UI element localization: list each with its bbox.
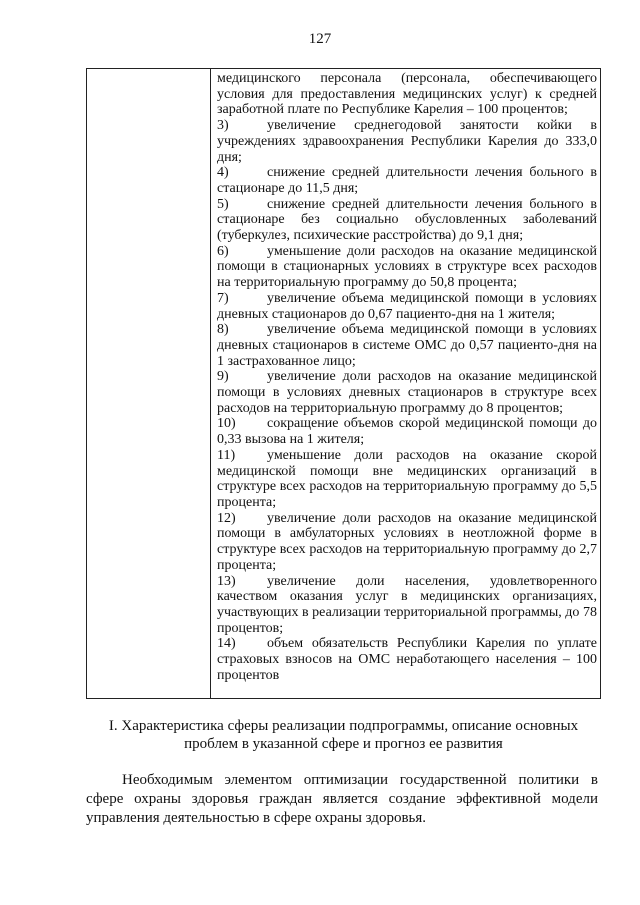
list-item-text: уменьшение доли расходов на оказание скорой медицинской помощи вне медицинских организаций в структуре всех расходов на территориальную программу до 5,5 процента; <box>217 447 597 510</box>
list-item <box>217 636 597 683</box>
list-item-text: снижение средней длительности лечения больного в стационаре без социально обусловленных заболеваний (туберкулез, психические расстройства) до 9,1 дня; <box>217 196 597 244</box>
list-item-text: увеличение доли населения, удовлетворенного качеством оказания услуг в медицинских организациях, участвующих в реализации территориальной программы, до 78 процентов; <box>217 573 597 636</box>
list-item-text: увеличение среднегодовой занятости койки в учреждениях здравоохранения Республики Карелия до 333,0 дня; <box>217 118 597 165</box>
list-item <box>217 511 597 574</box>
list-item-number: 9) <box>217 369 229 385</box>
list-item <box>217 448 597 511</box>
list-item-text: увеличение доли расходов на оказание медицинской помощи в условиях дневных стационаров в структуре всех расходов на территориальную программу до 8 процентов; <box>217 369 597 416</box>
list-item <box>217 165 597 196</box>
list-item-text: уменьшение доли расходов на оказание медицинской помощи в стационарных условиях в структуре всех расходов на территориальную программу до 50,8 процента; <box>217 243 597 291</box>
list-item-text: объем обязательств Республики Карелия по уплате страховых взносов на ОМС неработающего населения – 100 процентов <box>217 636 597 683</box>
list-item-number: 8) <box>217 322 229 338</box>
list-item <box>217 118 597 165</box>
section-heading-line: I. Характеристика сферы реализации подпрограммы, описание основных <box>108 718 579 734</box>
list-item-text: увеличение доли расходов на оказание медицинской помощи в амбулаторных условиях в неотложной форме в структуре всех расходов на территориальную программу до 2,7 процента; <box>217 510 597 573</box>
list-item <box>217 291 597 322</box>
list-item-number: 11) <box>217 447 236 463</box>
table-left-column <box>87 69 211 698</box>
page-number: 127 <box>308 31 332 47</box>
list-item-text: снижение средней длительности лечения больного в стационаре до 11,5 дня; <box>217 165 597 196</box>
list-item <box>217 416 597 447</box>
list-item-number: 7) <box>217 290 229 306</box>
table-right-column <box>217 71 597 683</box>
table-intro-text: медицинского персонала (персонала, обеспечивающего условия для предоставления медицинских услуг) к средней заработной плате по Республике Карелия – 100 процентов; <box>217 71 597 118</box>
list-item-text: увеличение объема медицинской помощи в условиях дневных стационаров в системе ОМС до 0,57 пациенто-дня на 1 застрахованное лицо; <box>217 322 597 369</box>
document-table <box>86 68 601 699</box>
section-heading <box>86 717 601 753</box>
list-item-number: 12) <box>217 510 236 526</box>
list-item-text: сокращение объемов скорой медицинской помощи до 0,33 вызова на 1 жителя; <box>217 416 597 448</box>
list-item-number: 5) <box>217 196 229 212</box>
list-item <box>217 322 597 369</box>
list-item <box>217 244 597 291</box>
section-heading-line: проблем в указанной сфере и прогноз ее развития <box>184 736 503 752</box>
list-item <box>217 574 597 637</box>
list-item-number: 4) <box>217 165 229 181</box>
body-paragraph: Необходимым элементом оптимизации государственной политики в сфере охраны здоровья граждан является создание эффективной модели управления деятельностью в сфере охраны здоровья. <box>86 772 598 826</box>
list-item <box>217 369 597 416</box>
list-item <box>217 197 597 244</box>
list-item-number: 13) <box>217 573 236 589</box>
list-item-number: 14) <box>217 636 236 652</box>
list-item-number: 3) <box>217 118 229 134</box>
list-item-text: увеличение объема медицинской помощи в условиях дневных стационаров до 0,67 пациенто-дня на 1 жителя; <box>217 290 597 322</box>
list-item-number: 6) <box>217 243 229 259</box>
list-item-number: 10) <box>217 416 236 432</box>
